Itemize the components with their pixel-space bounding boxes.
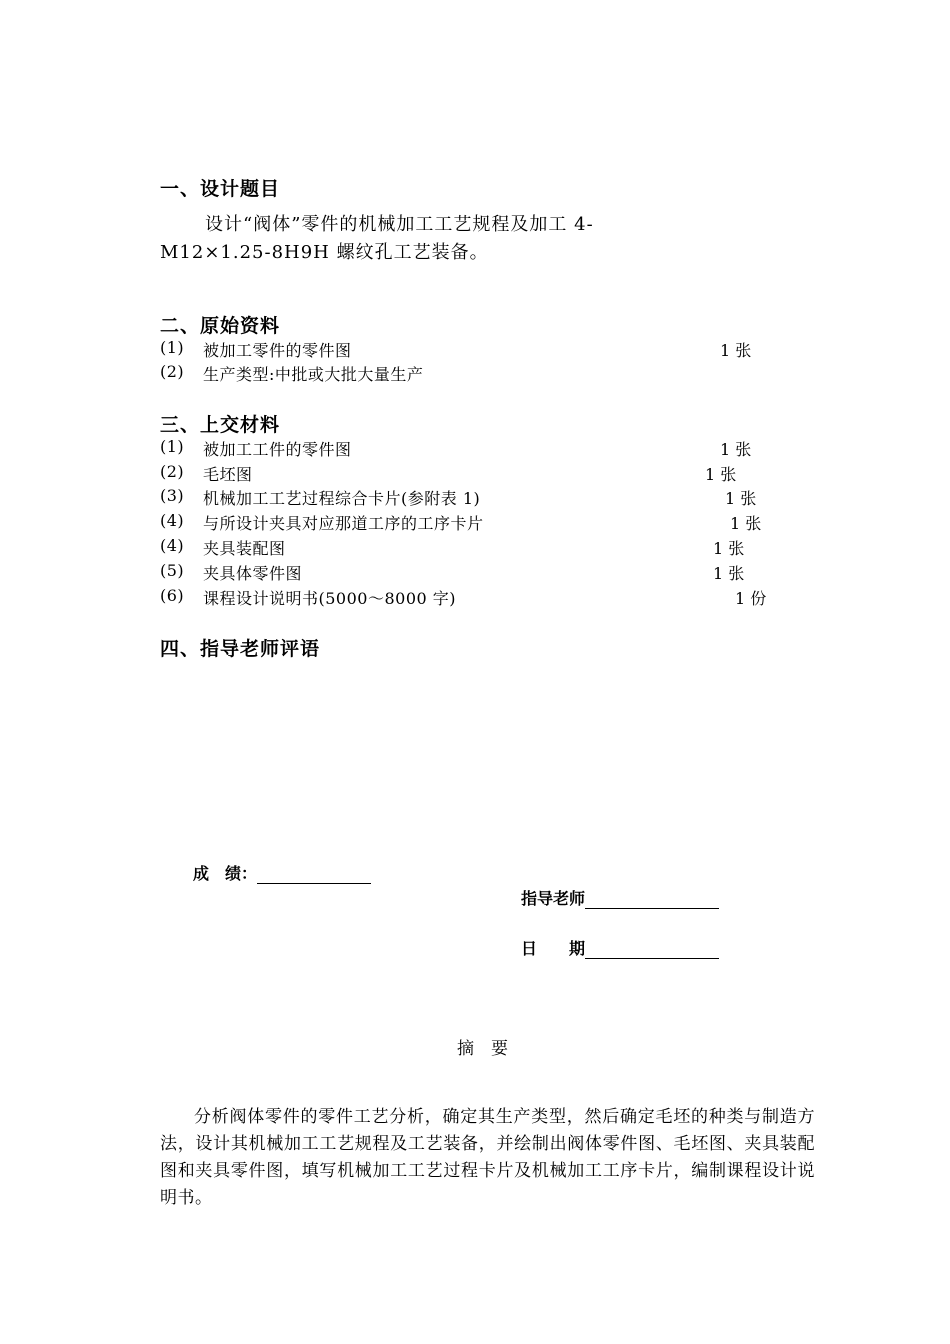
teacher-blank-line[interactable] bbox=[585, 892, 719, 909]
section3-item-qty: 1 张 bbox=[713, 564, 745, 583]
design-topic-line1: 设计“阀体”零件的机械加工工艺规程及加工 4- bbox=[205, 214, 594, 235]
section3-item-qty: 1 张 bbox=[730, 514, 762, 533]
section3-item-text: 与所设计夹具对应那道工序的工序卡片 bbox=[203, 514, 484, 533]
grade-field bbox=[193, 861, 371, 884]
section2-item-text: 生产类型:中批或大批大量生产 bbox=[203, 365, 424, 384]
date-field bbox=[521, 936, 719, 959]
abstract-title: 摘 要 bbox=[457, 1039, 508, 1059]
section3-item-index: (6) bbox=[160, 586, 185, 605]
section3-item-text: 课程设计说明书(5000～8000 字) bbox=[203, 589, 457, 608]
section2-item-index: (1) bbox=[160, 338, 185, 357]
section3-heading: 三、上交材料 bbox=[160, 414, 281, 436]
section3-item-qty: 1 张 bbox=[720, 440, 752, 459]
section3-item-text: 夹具体零件图 bbox=[203, 564, 303, 583]
grade-blank-line[interactable] bbox=[257, 867, 371, 884]
teacher-label: 指导老师 bbox=[521, 889, 586, 908]
section3-item-qty: 1 张 bbox=[705, 465, 737, 484]
section2-heading: 二、原始资料 bbox=[160, 315, 281, 337]
date-label: 日 期 bbox=[521, 939, 586, 958]
date-blank-line[interactable] bbox=[585, 942, 719, 959]
section3-item-index: (1) bbox=[160, 437, 185, 456]
section4-heading: 四、指导老师评语 bbox=[160, 638, 321, 660]
section1-heading: 一、设计题目 bbox=[160, 178, 281, 200]
section3-item-text: 夹具装配图 bbox=[203, 539, 286, 558]
section3-item-index: (5) bbox=[160, 561, 185, 580]
design-topic-line2: M12×1.25-8H9H 螺纹孔工艺装备。 bbox=[160, 242, 489, 263]
section3-item-index: (4) bbox=[160, 536, 185, 555]
section2-item-index: (2) bbox=[160, 362, 185, 381]
section3-item-qty: 1 张 bbox=[713, 539, 745, 558]
section3-item-qty: 1 张 bbox=[725, 489, 757, 508]
section3-item-text: 机械加工工艺过程综合卡片(参附表 1) bbox=[203, 489, 481, 508]
section3-item-text: 被加工工件的零件图 bbox=[203, 440, 352, 459]
abstract-paragraph: 分析阀体零件的零件工艺分析，确定其生产类型，然后确定毛坯的种类与制造方法，设计其机械加工工艺规程及工艺装备，并绘制出阀体零件图、毛坯图、夹具装配图和夹具零件图，填写机械加工工艺过程卡片及机械加工工序卡片，编制课程设计说明书。 bbox=[160, 1107, 815, 1208]
teacher-field bbox=[521, 886, 719, 909]
section2-item-qty: 1 张 bbox=[720, 341, 752, 360]
grade-label: 成 绩： bbox=[193, 864, 258, 883]
section3-item-qty: 1 份 bbox=[735, 589, 767, 608]
section3-item-index: (3) bbox=[160, 486, 185, 505]
section3-item-index: (4) bbox=[160, 511, 185, 530]
section3-item-index: (2) bbox=[160, 462, 185, 481]
section2-item-text: 被加工零件的零件图 bbox=[203, 341, 352, 360]
section3-item-text: 毛坯图 bbox=[203, 465, 253, 484]
